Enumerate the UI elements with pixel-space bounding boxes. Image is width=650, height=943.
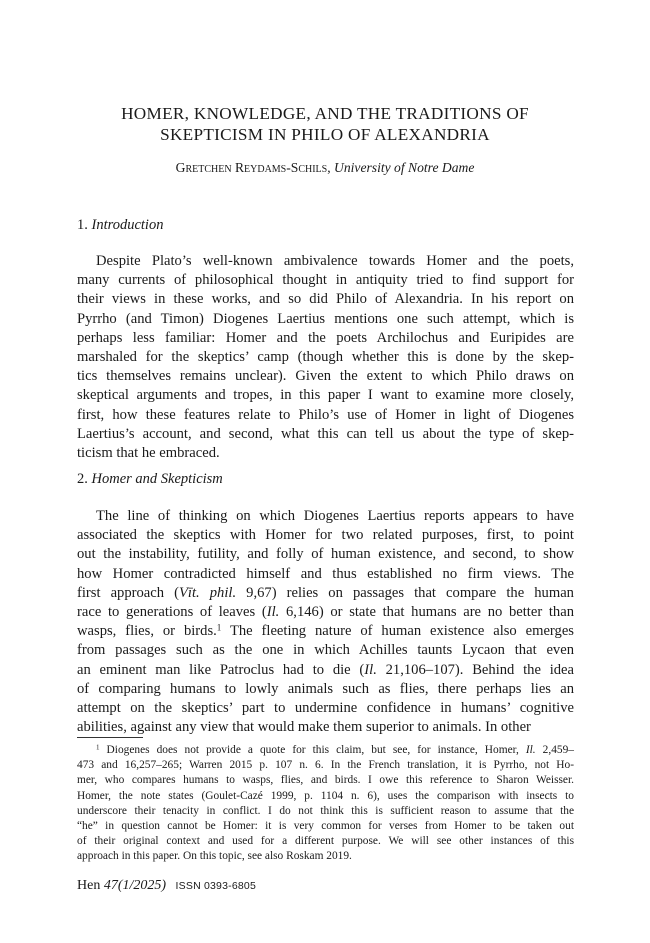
text-line: The line of thinking on which Diogenes Laertius reports appears to have: [96, 508, 574, 524]
text-line: from passages such as the one in which Achilles taunts Lycaon that even: [77, 642, 574, 659]
journal-issn: ISSN 0393-6805: [175, 880, 256, 892]
text-line: approach in this paper. On this topic, see also Roskam 2019.: [77, 850, 352, 863]
text-line: $^1$ Diogenes does not provide a quote for this claim, but see, for instance, Homer, Il. 2,459–: [96, 743, 575, 756]
text-line: an eminent man like Patroclus had to die (Il. 21,106–107). Behind the idea: [77, 661, 575, 678]
footnote-1: [77, 743, 574, 865]
text-line: skeptical arguments and tropes, in this paper I want to examine more closely,: [77, 387, 574, 404]
journal-name: Hen: [77, 878, 101, 893]
text-line: marshaled for the skeptics’ camp (though whether this is done by the skep-: [77, 348, 574, 365]
text-line: perhaps less familiar: Homer and the poets Archilochus and Euripides are: [77, 329, 574, 346]
paragraph-introduction: [77, 252, 574, 463]
section-heading-introduction: [77, 216, 163, 234]
text-line: ticism that he embraced.: [77, 444, 220, 461]
text-line: abilities, against any view that would make them superior to animals. In other: [77, 719, 531, 736]
text-line: attempt on the skeptics’ part to undermine confidence in humans’ cognitive: [77, 699, 574, 716]
journal-volume: 47(1/2025): [103, 878, 167, 893]
footnote-divider: [77, 737, 143, 738]
text-line: Laertius’s account, and second, what this can tell us about the type of skep-: [77, 425, 574, 442]
text-line: how Homer contradicted himself and thus established no firm views. The: [77, 565, 574, 582]
section-title: Introduction: [91, 217, 164, 233]
text-line: many currents of philosophical thought in antiquity tried to find support for: [77, 272, 574, 289]
text-line: underscore their tenacity in conflict. I do not think this is sufficient reason to assume that the: [77, 804, 574, 817]
section-heading-homer-skepticism: [77, 470, 223, 488]
title-line: HOMER, KNOWLEDGE, AND THE TRADITIONS OF: [121, 104, 529, 123]
title-line: SKEPTICISM IN PHILO OF ALEXANDRIA: [160, 125, 490, 144]
section-number: 2.: [77, 471, 88, 487]
text-line: associated the skeptics with Homer for two related purposes, first, to point: [77, 527, 574, 544]
text-line: first approach (Vīt. phil. 9,67) relies on passages that compare the human: [77, 584, 574, 601]
section-number: 1.: [77, 217, 88, 233]
text-line: first, how these features relate to Philo’s use of Homer in light of Diogenes: [77, 406, 574, 423]
article-title: [60, 103, 590, 145]
text-line: race to generations of leaves (Il. 6,146) or state that humans are no better than: [77, 603, 574, 620]
author-name: Gretchen Reydams-Schils: [175, 160, 328, 175]
text-line: wasps, flies, or birds.$^1$ The fleeting nature of human existence also emerges: [77, 622, 574, 640]
section-title: Homer and Skepticism: [91, 471, 223, 487]
paragraph-homer-skepticism: [77, 507, 574, 737]
text-line: out the instability, futility, and folly of human existence, and second, to show: [77, 546, 574, 563]
text-line: mer, who compares humans to wasps, flies, and birds. I owe this reference to Sharon Weisser.: [77, 774, 574, 787]
text-line: Despite Plato’s well-known ambivalence towards Homer and the poets,: [96, 253, 574, 269]
author-affiliation: University of Notre Dame: [334, 160, 475, 175]
text-line: “he” in question cannot be Homer: it is very common for verses from Homer to be taken out: [77, 819, 574, 832]
text-line: tics themselves remains unclear). Given the extent to which Philo draws on: [77, 368, 574, 385]
text-line: of comparing humans to lowly animals such as flies, there perhaps lies an: [77, 680, 574, 697]
text-line: 473 and 16,257–265; Warren 2015 p. 107 n. 6. In the French translation, it is Pyrrho, not Ho-: [77, 759, 574, 772]
text-line: Homer, the note states (Goulet-Cazé 1999, p. 1104 n. 6), uses the comparison with insects to: [77, 789, 574, 802]
page-footer: [77, 877, 256, 895]
text-line: Pyrrho (and Timon) Diogenes Laertius mentions one such attempt, which is: [77, 310, 574, 327]
text-line: of their original context and used for a different purpose. We will see other instances of this: [77, 835, 574, 848]
text-line: their views in these works, and so did Philo of Alexandria. In his report on: [77, 291, 574, 308]
author-line: Gretchen Reydams-Schils, University of Notre Dame: [175, 160, 475, 175]
